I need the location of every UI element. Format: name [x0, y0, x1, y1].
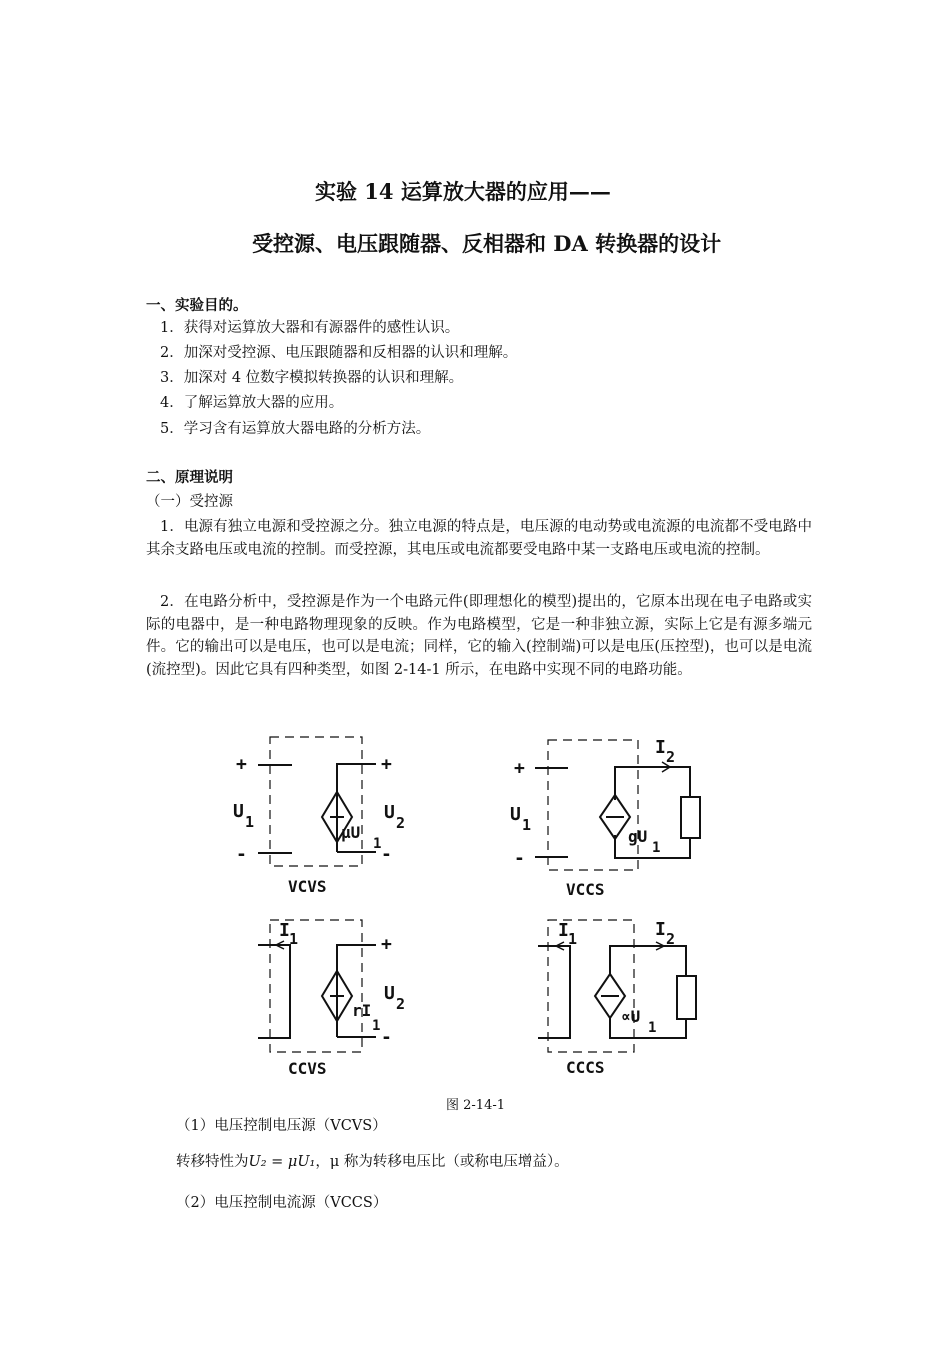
vccs-label: VCCS: [566, 880, 605, 899]
figure-caption: 图 2-14-1: [446, 1098, 506, 1113]
vcvs-u1-sub: 1: [245, 813, 255, 831]
ccvs-i1-sub: 1: [289, 930, 299, 948]
objective-item: 5．学习含有运算放大器电路的分析方法。: [160, 421, 431, 437]
objective-item: 1．获得对运算放大器和有源器件的感性认识。: [160, 320, 460, 336]
ccvs-i1: I: [279, 920, 290, 941]
section2-heading: 二、原理说明: [146, 469, 233, 486]
dashed-box: [548, 740, 638, 870]
vccs-heading: （2）电压控制电流源（VCCS）: [176, 1195, 388, 1211]
vcvs-circuit: [258, 737, 376, 866]
ccvs-source-sub: 1: [372, 1018, 381, 1034]
ccvs-u2-sub: 2: [396, 995, 406, 1013]
page-title-line2: 受控源、电压跟随器、反相器和 DA 转换器的设计: [252, 231, 722, 256]
vcvs-minus: -: [236, 844, 247, 865]
objective-item: 3．加深对 4 位数字模拟转换器的认识和理解。: [160, 370, 464, 386]
cccs-source-sub: 1: [648, 1020, 657, 1036]
vcvs-description: [176, 1151, 569, 1173]
cccs-i2: I: [655, 919, 666, 940]
vccs-source-sub: 1: [652, 840, 661, 856]
ccvs-circuit: [258, 920, 376, 1052]
ccvs-plus: +: [381, 934, 392, 955]
vcvs-plus-out: +: [381, 754, 392, 775]
cccs-source-label: ∝U: [621, 1007, 641, 1026]
cccs-i2-sub: 2: [666, 930, 676, 948]
resistor-icon: [681, 797, 700, 838]
cccs-i1-sub: 1: [568, 930, 578, 948]
section1-heading: 一、实验目的。: [146, 297, 248, 314]
vcvs-label: VCVS: [288, 877, 327, 896]
resistor-icon: [677, 976, 696, 1019]
cccs-label: CCCS: [566, 1058, 605, 1077]
vcvs-minus-out: -: [381, 844, 392, 865]
vccs-plus: +: [514, 758, 525, 779]
vcvs-source-sub: 1: [373, 836, 382, 852]
ccvs-u2: U: [384, 983, 395, 1004]
vcvs-desc-post: ，μ 称为转移电压比（或称电压增益）。: [315, 1154, 569, 1170]
ccvs-minus: -: [381, 1027, 392, 1048]
vccs-u1: U: [510, 804, 521, 825]
page-title-line1: 实验 14 运算放大器的应用——: [315, 179, 611, 204]
vccs-circuit: [535, 740, 700, 870]
vcvs-u2: U: [384, 802, 395, 823]
dashed-box: [270, 737, 362, 866]
vcvs-u1: U: [233, 801, 244, 822]
vcvs-source-label: μU: [341, 823, 361, 842]
ccvs-source-label: rI: [352, 1001, 372, 1020]
vcvs-heading: （1）电压控制电压源（VCVS）: [176, 1118, 387, 1134]
vccs-source-label: gU: [628, 827, 648, 846]
vcvs-plus: +: [236, 754, 247, 775]
vcvs-u2-sub: 2: [396, 814, 406, 832]
vccs-i2-sub: 2: [666, 748, 676, 766]
cccs-i1: I: [558, 920, 569, 941]
vccs-minus: -: [514, 848, 525, 869]
vccs-i2: I: [655, 737, 666, 758]
paragraph-2: 2．在电路分析中，受控源是作为一个电路元件(即理想化的模型)提出的，它原本出现在电子电路或实际的电器中，是一种电路物理现象的反映。作为电路模型，它是一种非独立源，实际上它是有源多端元件。它的输出可以是电压，也可以是电流；同样，它的输入(控制端)可以是电压(压控型)，也可以是电流(流控型)。因此它具有四种类型，如图 2-14-1 所示，在电路中实现不同的电路功能。: [146, 594, 812, 678]
objective-item: 2．加深对受控源、电压跟随器和反相器的认识和理解。: [160, 345, 518, 361]
vcvs-formula: U₂ = μU₁: [248, 1154, 316, 1170]
paragraph-1: 1．电源有独立电源和受控源之分。独立电源的特点是，电压源的电动势或电流源的电流都不受电路中其余支路电压或电流的控制。而受控源，其电压或电流都要受电路中某一支路电压或电流的控制。: [146, 519, 812, 558]
subsection-heading: （一）受控源: [146, 494, 233, 510]
ccvs-label: CCVS: [288, 1059, 327, 1078]
vcvs-desc-pre: 转移特性为: [176, 1154, 249, 1170]
objective-item: 4．了解运算放大器的应用。: [160, 395, 344, 411]
vccs-u1-sub: 1: [522, 816, 532, 834]
